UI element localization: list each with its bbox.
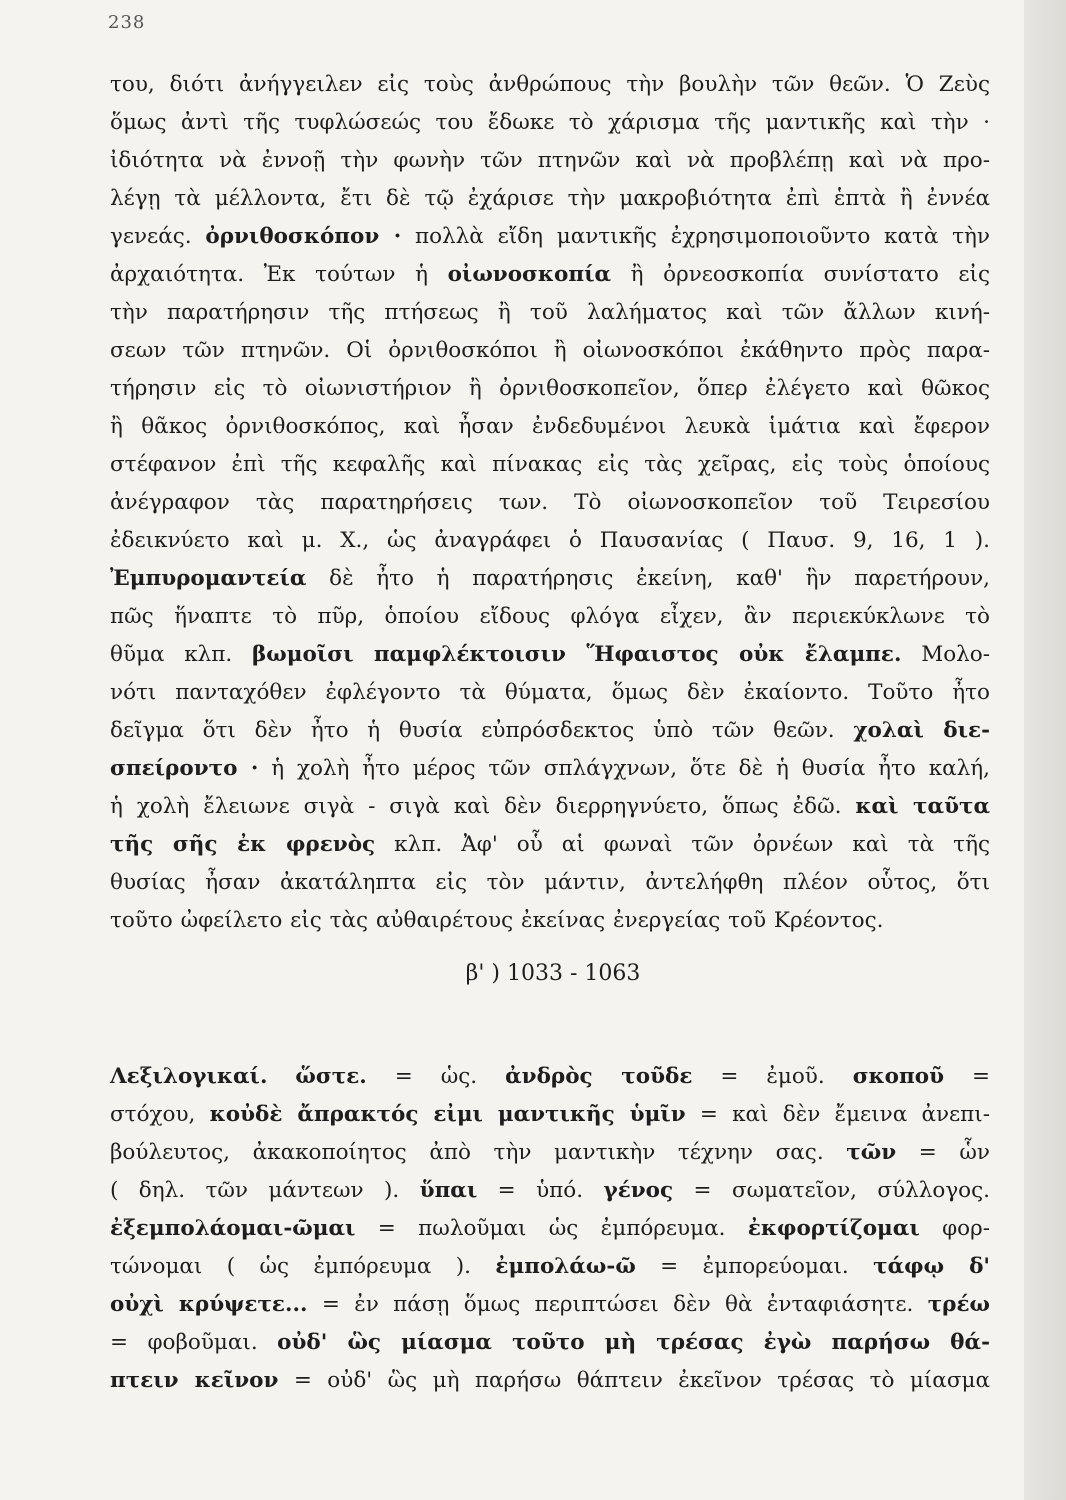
- text-run: σεων τῶν πτηνῶν. Οἱ ὀρνιθοσκόποι ἢ οἰωνοσκόποι ἐκάθηντο πρὸς παρα-: [110, 338, 990, 363]
- text-line: [110, 864, 990, 902]
- text-run: θῦμα κλπ.: [110, 642, 252, 667]
- text-run: ἢ ὀρνεοσκοπία συνίστατο εἰς: [611, 262, 990, 287]
- text-run: = οὐδ' ὣς μὴ παρήσω θάπτειν ἐκεῖνον τρέσας τὸ μίασμα: [278, 1368, 990, 1393]
- text-line: [110, 750, 990, 788]
- text-run: Μολο-: [901, 642, 991, 667]
- text-run: = ἐμπορεύομαι.: [635, 1254, 874, 1279]
- text-line: [110, 902, 990, 940]
- text-run: =: [944, 1064, 990, 1089]
- text-run: = ὡς.: [366, 1064, 506, 1089]
- text-run: τὴν παρατήρησιν τῆς πτήσεως ἢ τοῦ λαλήματος καὶ τῶν ἄλλων κινή-: [110, 300, 990, 325]
- text-run: = σωματεῖον, σύλλογος.: [673, 1178, 990, 1203]
- text-line: [110, 66, 990, 104]
- commentary-paragraph: [110, 66, 990, 940]
- text-run: ἀνέγραφον τὰς παρατηρήσεις των. Τὸ οἰωνοσκοπεῖον τοῦ Τειρεσίου: [110, 490, 990, 515]
- text-run: πολλὰ εἴδη μαντικῆς ἐχρησιμοποιοῦντο κατὰ τὴν: [401, 224, 990, 249]
- bold-term: γένος: [603, 1178, 674, 1203]
- text-run: ἰδιότητα νὰ ἐννοῇ τὴν φωνὴν τῶν πτηνῶν καὶ νὰ προβλέπῃ καὶ νὰ προ-: [110, 148, 990, 173]
- bold-term: κοὐδὲ ἄπρακτός εἰμι μαντικῆς ὑμῖν: [209, 1102, 686, 1127]
- text-line: [110, 104, 990, 142]
- bold-term: τῶν: [846, 1140, 897, 1165]
- text-run: = ὧν: [896, 1140, 990, 1165]
- text-run: τώνομαι ( ὡς ἐμπόρευμα ).: [110, 1254, 496, 1279]
- bold-term: Ἐμπυρομαντεία: [110, 566, 307, 591]
- text-line: [110, 218, 990, 256]
- text-run: δὲ ἦτο ἡ παρατήρησις ἐκείνη, καθ' ἣν παρετήρουν,: [306, 566, 990, 591]
- text-line: [110, 788, 990, 826]
- text-line: [110, 142, 990, 180]
- bold-term: ἐμπολάω-ῶ: [495, 1254, 636, 1279]
- text-line: [110, 408, 990, 446]
- text-run: θυσίας ἦσαν ἀκατάληπτα εἰς τὸν μάντιν, ἀντελήφθη πλέον οὗτος, ὅτι: [110, 870, 990, 895]
- text-run: = ἐν πάσῃ ὅμως περιπτώσει δὲν θὰ ἐνταφιάσητε.: [307, 1292, 928, 1317]
- bold-term: ὀρνιθοσκόπον ·: [205, 224, 402, 249]
- text-run: ἡ χολὴ ἔλειωνε σιγὰ - σιγὰ καὶ δὲν διερρηγνύετο, ὅπως ἐδῶ.: [110, 794, 856, 819]
- text-line: [110, 1134, 990, 1172]
- text-run: στέφανον ἐπὶ τῆς κεφαλῆς καὶ πίνακας εἰς τὰς χεῖρας, εἰς τοὺς ὁποίους: [110, 452, 990, 477]
- bold-term: οὐχὶ κρύψετε...: [110, 1292, 308, 1317]
- text-run: = φοβοῦμαι.: [110, 1330, 278, 1355]
- text-line: [110, 180, 990, 218]
- text-run: του, διότι ἀνήγγειλεν εἰς τοὺς ἀνθρώπους τὴν βουλὴν τῶν θεῶν. Ὁ Ζεὺς: [110, 72, 990, 97]
- bold-term: ὕπαι: [419, 1178, 478, 1203]
- bold-term: τάφῳ δ': [873, 1254, 991, 1279]
- text-line: [110, 1058, 990, 1096]
- section-heading: β' ) 1033 - 1063: [465, 961, 641, 986]
- bold-term: οὐδ' ὣς μίασμα τοῦτο μὴ τρέσας ἐγὼ παρήσω θά-: [277, 1330, 990, 1355]
- text-run: = ἐμοῦ.: [692, 1064, 853, 1089]
- text-line: [110, 636, 990, 674]
- text-run: ( δηλ. τῶν μάντεων ).: [110, 1178, 420, 1203]
- text-line: [110, 446, 990, 484]
- text-run: στόχου,: [110, 1102, 210, 1127]
- text-run: ἐδεικνύετο καὶ μ. Χ., ὡς ἀναγράφει ὁ Παυσανίας ( Παυσ. 9, 16, 1 ).: [110, 528, 990, 553]
- text-line: [110, 560, 990, 598]
- text-line: [110, 1210, 990, 1248]
- bold-term: οἰωνοσκοπία: [447, 262, 612, 287]
- text-line: [110, 826, 990, 864]
- bold-term: ἐξεμπολάομαι-ῶμαι: [110, 1216, 356, 1241]
- text-line: [110, 484, 990, 522]
- text-run: βούλευτος, ἀκακοποίητος ἀπὸ τὴν μαντικὴν τέχνην σας.: [110, 1140, 847, 1165]
- text-run: λέγῃ τὰ μέλλοντα, ἔτι δὲ τῷ ἐχάρισε τὴν μακροβιότητα ἐπὶ ἑπτὰ ἢ ἐννέα: [110, 186, 990, 211]
- text-line: [110, 370, 990, 408]
- bold-term: χολαὶ διε-: [853, 718, 990, 743]
- text-line: [110, 1096, 990, 1134]
- text-line: [110, 1248, 990, 1286]
- text-run: = ὑπό.: [477, 1178, 604, 1203]
- bold-term: ἐκφορτίζομαι: [747, 1216, 920, 1241]
- vocabulary-paragraph: [110, 1058, 990, 1400]
- text-run: τοῦτο ὠφείλετο εἰς τὰς αὐθαιρέτους ἐκείνας ἐνεργείας τοῦ Κρέοντος.: [110, 908, 884, 933]
- text-run: ἀρχαιότητα. Ἐκ τούτων ἡ: [110, 262, 448, 287]
- text-run: ὅμως ἀντὶ τῆς τυφλώσεώς του ἔδωκε τὸ χάρισμα τῆς μαντικῆς καὶ τὴν ·: [110, 110, 990, 135]
- page-number: 238: [108, 12, 146, 33]
- text-run: γενεάς.: [110, 224, 206, 249]
- bold-term: βωμοῖσι παμφλέκτοισιν Ἥφαιστος οὐκ ἔλαμπε.: [252, 642, 902, 667]
- text-line: [110, 1362, 990, 1400]
- bold-term: ὥστε.: [295, 1064, 367, 1089]
- text-line: [110, 1286, 990, 1324]
- text-run: κλπ. Ἀφ' οὗ αἱ φωναὶ τῶν ὀρνέων καὶ τὰ τῆς: [375, 832, 991, 857]
- text-run: = πωλοῦμαι ὡς ἐμπόρευμα.: [355, 1216, 748, 1241]
- bold-term: σπείροντο ·: [110, 756, 259, 781]
- text-line: [110, 522, 990, 560]
- text-line: [110, 598, 990, 636]
- text-line: [110, 332, 990, 370]
- bold-term: τρέω: [927, 1292, 990, 1317]
- text-run: νότι πανταχόθεν ἐφλέγοντο τὰ θύματα, ὅμως δὲν ἐκαίοντο. Τοῦτο ἦτο: [110, 680, 990, 705]
- text-run: [267, 1064, 295, 1089]
- text-run: πῶς ἥναπτε τὸ πῦρ, ὁποίου εἴδους φλόγα εἶχεν, ἂν περιεκύκλωνε τὸ: [110, 604, 990, 629]
- bold-term: Λεξιλογικαί.: [110, 1064, 268, 1089]
- text-line: [110, 674, 990, 712]
- bold-term: τῆς σῆς ἐκ φρενὸς: [110, 832, 376, 857]
- text-line: [110, 256, 990, 294]
- text-run: = καὶ δὲν ἔμεινα ἀνεπι-: [685, 1102, 990, 1127]
- page-edge-shadow: [1024, 0, 1066, 1500]
- bold-term: σκοποῦ: [852, 1064, 944, 1089]
- bold-term: πτειν κεῖνον: [110, 1368, 279, 1393]
- bold-term: ἀνδρὸς τοῦδε: [505, 1064, 693, 1089]
- text-line: [110, 1324, 990, 1362]
- text-run: ἡ χολὴ ἦτο μέρος τῶν σπλάγχνων, ὅτε δὲ ἡ θυσία ἦτο καλή,: [258, 756, 991, 781]
- bold-term: καὶ ταῦτα: [855, 794, 990, 819]
- text-run: ἢ θᾶκος ὀρνιθοσκόπος, καὶ ἦσαν ἐνδεδυμένοι λευκὰ ἱμάτια καὶ ἔφερον: [110, 414, 990, 439]
- text-line: [110, 294, 990, 332]
- text-line: [110, 712, 990, 750]
- text-run: φορ-: [919, 1216, 990, 1241]
- text-run: τήρησιν εἰς τὸ οἰωνιστήριον ἢ ὀρνιθοσκοπεῖον, ὅπερ ἐλέγετο καὶ θῶκος: [110, 376, 990, 401]
- text-run: δεῖγμα ὅτι δὲν ἦτο ἡ θυσία εὐπρόσδεκτος ὑπὸ τῶν θεῶν.: [110, 718, 854, 743]
- text-line: [110, 1172, 990, 1210]
